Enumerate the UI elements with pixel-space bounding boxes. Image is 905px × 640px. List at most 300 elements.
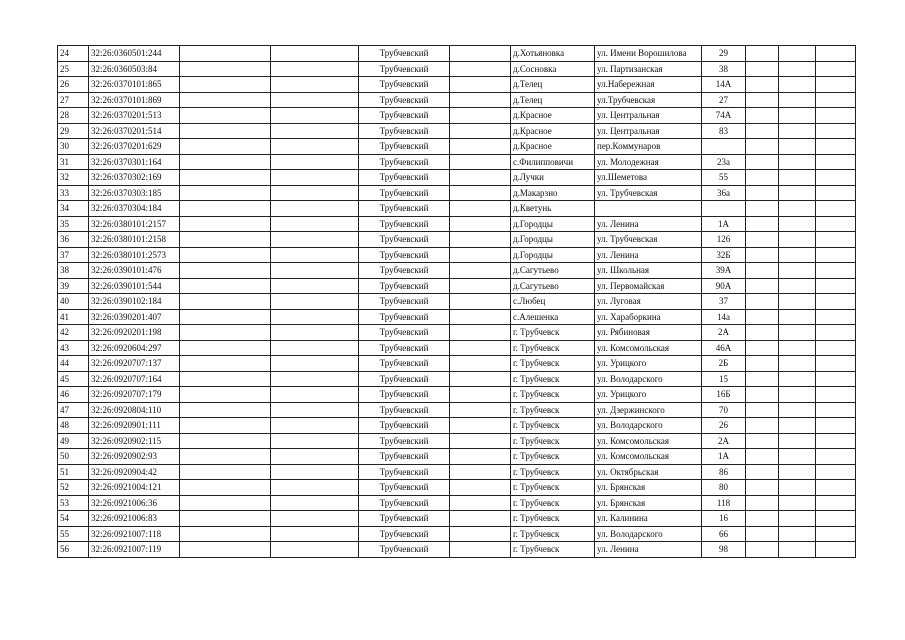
- empty-cell: [450, 278, 511, 294]
- locality-cell: д.Красное: [511, 123, 595, 139]
- row-number-cell: 24: [58, 46, 89, 62]
- locality-cell: с.Алешенка: [511, 309, 595, 325]
- empty-cell: [271, 61, 359, 77]
- table-row: [58, 325, 856, 341]
- table-row: [58, 402, 856, 418]
- district-cell: Трубчевский: [359, 185, 450, 201]
- empty-cell: [180, 170, 271, 186]
- empty-cell: [816, 77, 856, 93]
- table-row: [58, 511, 856, 527]
- empty-cell: [450, 46, 511, 62]
- empty-cell: [779, 325, 816, 341]
- empty-cell: [450, 139, 511, 155]
- empty-cell: [180, 526, 271, 542]
- empty-cell: [746, 185, 779, 201]
- empty-cell: [180, 247, 271, 263]
- house-number-cell: 2А: [702, 325, 746, 341]
- empty-cell: [271, 201, 359, 217]
- row-number-cell: 34: [58, 201, 89, 217]
- empty-cell: [816, 526, 856, 542]
- table-row: [58, 170, 856, 186]
- empty-cell: [271, 371, 359, 387]
- empty-cell: [271, 154, 359, 170]
- district-cell: Трубчевский: [359, 325, 450, 341]
- house-number-cell: 27: [702, 92, 746, 108]
- house-number-cell: 126: [702, 232, 746, 248]
- locality-cell: д.Городцы: [511, 216, 595, 232]
- row-number-cell: 30: [58, 139, 89, 155]
- house-number-cell: 14А: [702, 77, 746, 93]
- empty-cell: [779, 340, 816, 356]
- district-cell: Трубчевский: [359, 108, 450, 124]
- empty-cell: [271, 433, 359, 449]
- empty-cell: [271, 542, 359, 558]
- cadastral-number-cell: 32:26:0921007:119: [89, 542, 180, 558]
- empty-cell: [180, 294, 271, 310]
- table-row: [58, 77, 856, 93]
- cadastral-number-cell: 32:26:0920707:179: [89, 387, 180, 403]
- street-cell: ул. Комсомольская: [595, 433, 702, 449]
- empty-cell: [450, 294, 511, 310]
- row-number-cell: 31: [58, 154, 89, 170]
- empty-cell: [816, 387, 856, 403]
- empty-cell: [180, 511, 271, 527]
- empty-cell: [271, 108, 359, 124]
- empty-cell: [746, 123, 779, 139]
- table-row: [58, 263, 856, 279]
- empty-cell: [271, 232, 359, 248]
- table-row: [58, 526, 856, 542]
- empty-cell: [180, 340, 271, 356]
- empty-cell: [180, 108, 271, 124]
- empty-cell: [180, 185, 271, 201]
- cadastral-number-cell: 32:26:0370101:869: [89, 92, 180, 108]
- empty-cell: [450, 92, 511, 108]
- empty-cell: [746, 77, 779, 93]
- empty-cell: [779, 185, 816, 201]
- locality-cell: д.Телец: [511, 77, 595, 93]
- cadastral-number-cell: 32:26:0390101:544: [89, 278, 180, 294]
- house-number-cell: 74А: [702, 108, 746, 124]
- empty-cell: [180, 123, 271, 139]
- empty-cell: [271, 356, 359, 372]
- empty-cell: [746, 263, 779, 279]
- cadastral-number-cell: 32:26:0390201:407: [89, 309, 180, 325]
- empty-cell: [271, 123, 359, 139]
- row-number-cell: 25: [58, 61, 89, 77]
- locality-cell: г. Трубчевск: [511, 356, 595, 372]
- row-number-cell: 41: [58, 309, 89, 325]
- cadastral-number-cell: 32:26:0921006:83: [89, 511, 180, 527]
- empty-cell: [816, 232, 856, 248]
- row-number-cell: 53: [58, 495, 89, 511]
- street-cell: ул. Брянская: [595, 480, 702, 496]
- cadastral-number-cell: 32:26:0380101:2158: [89, 232, 180, 248]
- street-cell: ул. Имени Ворошилова: [595, 46, 702, 62]
- house-number-cell: 86: [702, 464, 746, 480]
- empty-cell: [450, 61, 511, 77]
- locality-cell: д.Сагутьево: [511, 278, 595, 294]
- empty-cell: [180, 480, 271, 496]
- house-number-cell: 23а: [702, 154, 746, 170]
- empty-cell: [816, 356, 856, 372]
- empty-cell: [746, 247, 779, 263]
- empty-cell: [450, 201, 511, 217]
- empty-cell: [816, 402, 856, 418]
- street-cell: ул. Школьная: [595, 263, 702, 279]
- empty-cell: [180, 495, 271, 511]
- empty-cell: [450, 387, 511, 403]
- empty-cell: [779, 232, 816, 248]
- locality-cell: г. Трубчевск: [511, 433, 595, 449]
- house-number-cell: 2А: [702, 433, 746, 449]
- row-number-cell: 42: [58, 325, 89, 341]
- locality-cell: г. Трубчевск: [511, 325, 595, 341]
- empty-cell: [450, 185, 511, 201]
- empty-cell: [180, 154, 271, 170]
- cadastral-number-cell: 32:26:0921007:118: [89, 526, 180, 542]
- property-table: [57, 45, 856, 558]
- cadastral-number-cell: 32:26:0920707:164: [89, 371, 180, 387]
- table-row: [58, 185, 856, 201]
- row-number-cell: 50: [58, 449, 89, 465]
- row-number-cell: 28: [58, 108, 89, 124]
- empty-cell: [746, 495, 779, 511]
- table-row: [58, 201, 856, 217]
- row-number-cell: 55: [58, 526, 89, 542]
- table-row: [58, 216, 856, 232]
- district-cell: Трубчевский: [359, 542, 450, 558]
- empty-cell: [816, 542, 856, 558]
- empty-cell: [746, 92, 779, 108]
- table-row: [58, 154, 856, 170]
- empty-cell: [816, 108, 856, 124]
- empty-cell: [180, 232, 271, 248]
- empty-cell: [779, 46, 816, 62]
- street-cell: ул. Первомайская: [595, 278, 702, 294]
- row-number-cell: 37: [58, 247, 89, 263]
- empty-cell: [450, 464, 511, 480]
- empty-cell: [450, 108, 511, 124]
- house-number-cell: 70: [702, 402, 746, 418]
- locality-cell: д.Городцы: [511, 232, 595, 248]
- empty-cell: [271, 309, 359, 325]
- house-number-cell: 90А: [702, 278, 746, 294]
- street-cell: ул. Володарского: [595, 418, 702, 434]
- empty-cell: [779, 170, 816, 186]
- empty-cell: [271, 77, 359, 93]
- empty-cell: [180, 92, 271, 108]
- street-cell: ул.Набережная: [595, 77, 702, 93]
- empty-cell: [271, 278, 359, 294]
- table-row: [58, 340, 856, 356]
- house-number-cell: 83: [702, 123, 746, 139]
- empty-cell: [816, 449, 856, 465]
- empty-cell: [271, 247, 359, 263]
- empty-cell: [746, 216, 779, 232]
- cadastral-number-cell: 32:26:0370201:513: [89, 108, 180, 124]
- empty-cell: [779, 108, 816, 124]
- empty-cell: [816, 61, 856, 77]
- cadastral-number-cell: 32:26:0370303:185: [89, 185, 180, 201]
- empty-cell: [180, 77, 271, 93]
- table-row: [58, 418, 856, 434]
- district-cell: Трубчевский: [359, 201, 450, 217]
- district-cell: Трубчевский: [359, 170, 450, 186]
- locality-cell: д.Сосновка: [511, 61, 595, 77]
- empty-cell: [271, 387, 359, 403]
- empty-cell: [746, 46, 779, 62]
- empty-cell: [450, 263, 511, 279]
- empty-cell: [779, 92, 816, 108]
- empty-cell: [746, 201, 779, 217]
- street-cell: ул. Центральная: [595, 123, 702, 139]
- empty-cell: [271, 449, 359, 465]
- table-row: [58, 542, 856, 558]
- cadastral-number-cell: 32:26:0370302:169: [89, 170, 180, 186]
- empty-cell: [779, 464, 816, 480]
- district-cell: Трубчевский: [359, 418, 450, 434]
- district-cell: Трубчевский: [359, 340, 450, 356]
- empty-cell: [746, 139, 779, 155]
- district-cell: Трубчевский: [359, 154, 450, 170]
- row-number-cell: 29: [58, 123, 89, 139]
- district-cell: Трубчевский: [359, 232, 450, 248]
- empty-cell: [180, 402, 271, 418]
- table-row: [58, 46, 856, 62]
- row-number-cell: 48: [58, 418, 89, 434]
- street-cell: ул. Ленина: [595, 216, 702, 232]
- district-cell: Трубчевский: [359, 263, 450, 279]
- empty-cell: [746, 542, 779, 558]
- empty-cell: [746, 232, 779, 248]
- house-number-cell: 66: [702, 526, 746, 542]
- empty-cell: [271, 511, 359, 527]
- empty-cell: [450, 77, 511, 93]
- empty-cell: [271, 325, 359, 341]
- empty-cell: [816, 46, 856, 62]
- locality-cell: г. Трубчевск: [511, 371, 595, 387]
- empty-cell: [816, 325, 856, 341]
- table-row: [58, 371, 856, 387]
- cadastral-number-cell: 32:26:0920804:110: [89, 402, 180, 418]
- empty-cell: [450, 495, 511, 511]
- empty-cell: [816, 294, 856, 310]
- locality-cell: д.Телец: [511, 92, 595, 108]
- empty-cell: [779, 433, 816, 449]
- row-number-cell: 36: [58, 232, 89, 248]
- locality-cell: г. Трубчевск: [511, 449, 595, 465]
- house-number-cell: 118: [702, 495, 746, 511]
- cadastral-number-cell: 32:26:0370301:164: [89, 154, 180, 170]
- house-number-cell: [702, 201, 746, 217]
- empty-cell: [271, 263, 359, 279]
- empty-cell: [450, 123, 511, 139]
- locality-cell: г. Трубчевск: [511, 418, 595, 434]
- empty-cell: [746, 464, 779, 480]
- cadastral-number-cell: 32:26:0920707:137: [89, 356, 180, 372]
- empty-cell: [779, 511, 816, 527]
- street-cell: ул. Калинина: [595, 511, 702, 527]
- district-cell: Трубчевский: [359, 278, 450, 294]
- district-cell: Трубчевский: [359, 511, 450, 527]
- table-row: [58, 464, 856, 480]
- district-cell: Трубчевский: [359, 46, 450, 62]
- house-number-cell: 1А: [702, 449, 746, 465]
- empty-cell: [779, 247, 816, 263]
- empty-cell: [779, 216, 816, 232]
- empty-cell: [180, 433, 271, 449]
- empty-cell: [746, 61, 779, 77]
- empty-cell: [779, 356, 816, 372]
- table-row: [58, 495, 856, 511]
- empty-cell: [450, 170, 511, 186]
- empty-cell: [746, 480, 779, 496]
- district-cell: Трубчевский: [359, 356, 450, 372]
- house-number-cell: 36а: [702, 185, 746, 201]
- street-cell: ул. Комсомольская: [595, 340, 702, 356]
- table-row: [58, 480, 856, 496]
- empty-cell: [450, 526, 511, 542]
- empty-cell: [271, 526, 359, 542]
- empty-cell: [180, 542, 271, 558]
- locality-cell: д.Красное: [511, 108, 595, 124]
- empty-cell: [779, 123, 816, 139]
- table-row: [58, 433, 856, 449]
- row-number-cell: 35: [58, 216, 89, 232]
- empty-cell: [746, 356, 779, 372]
- row-number-cell: 26: [58, 77, 89, 93]
- district-cell: Трубчевский: [359, 464, 450, 480]
- empty-cell: [450, 340, 511, 356]
- empty-cell: [450, 402, 511, 418]
- table-row: [58, 247, 856, 263]
- empty-cell: [779, 201, 816, 217]
- cadastral-number-cell: 32:26:0360501:244: [89, 46, 180, 62]
- cadastral-number-cell: 32:26:0380101:2157: [89, 216, 180, 232]
- row-number-cell: 45: [58, 371, 89, 387]
- district-cell: Трубчевский: [359, 77, 450, 93]
- empty-cell: [746, 278, 779, 294]
- empty-cell: [180, 278, 271, 294]
- empty-cell: [816, 340, 856, 356]
- empty-cell: [271, 480, 359, 496]
- row-number-cell: 54: [58, 511, 89, 527]
- empty-cell: [816, 247, 856, 263]
- locality-cell: д.Красное: [511, 139, 595, 155]
- house-number-cell: [702, 139, 746, 155]
- district-cell: Трубчевский: [359, 294, 450, 310]
- street-cell: ул. Брянская: [595, 495, 702, 511]
- cadastral-number-cell: 32:26:0360503:84: [89, 61, 180, 77]
- cadastral-number-cell: 32:26:0390102:184: [89, 294, 180, 310]
- district-cell: Трубчевский: [359, 371, 450, 387]
- empty-cell: [779, 495, 816, 511]
- cadastral-number-cell: 32:26:0920901:111: [89, 418, 180, 434]
- empty-cell: [271, 139, 359, 155]
- empty-cell: [180, 371, 271, 387]
- empty-cell: [816, 154, 856, 170]
- empty-cell: [746, 402, 779, 418]
- empty-cell: [180, 356, 271, 372]
- empty-cell: [779, 480, 816, 496]
- house-number-cell: 14а: [702, 309, 746, 325]
- street-cell: ул. Луговая: [595, 294, 702, 310]
- empty-cell: [746, 294, 779, 310]
- house-number-cell: 2Б: [702, 356, 746, 372]
- empty-cell: [746, 511, 779, 527]
- empty-cell: [180, 418, 271, 434]
- house-number-cell: 16Б: [702, 387, 746, 403]
- empty-cell: [450, 511, 511, 527]
- empty-cell: [746, 449, 779, 465]
- cadastral-number-cell: 32:26:0921004:121: [89, 480, 180, 496]
- empty-cell: [746, 418, 779, 434]
- table-row: [58, 278, 856, 294]
- empty-cell: [816, 185, 856, 201]
- empty-cell: [746, 309, 779, 325]
- empty-cell: [779, 402, 816, 418]
- empty-cell: [180, 216, 271, 232]
- empty-cell: [180, 46, 271, 62]
- empty-cell: [180, 61, 271, 77]
- row-number-cell: 39: [58, 278, 89, 294]
- street-cell: ул. Володарского: [595, 371, 702, 387]
- empty-cell: [271, 92, 359, 108]
- empty-cell: [816, 511, 856, 527]
- street-cell: ул. Ленина: [595, 542, 702, 558]
- locality-cell: г. Трубчевск: [511, 340, 595, 356]
- empty-cell: [746, 154, 779, 170]
- empty-cell: [779, 263, 816, 279]
- empty-cell: [746, 433, 779, 449]
- empty-cell: [779, 542, 816, 558]
- empty-cell: [779, 371, 816, 387]
- house-number-cell: 15: [702, 371, 746, 387]
- empty-cell: [779, 309, 816, 325]
- row-number-cell: 44: [58, 356, 89, 372]
- empty-cell: [180, 309, 271, 325]
- street-cell: ул.Шеметова: [595, 170, 702, 186]
- empty-cell: [816, 263, 856, 279]
- cadastral-number-cell: 32:26:0920902:93: [89, 449, 180, 465]
- empty-cell: [450, 542, 511, 558]
- district-cell: Трубчевский: [359, 402, 450, 418]
- empty-cell: [180, 464, 271, 480]
- house-number-cell: 1А: [702, 216, 746, 232]
- table-row: [58, 309, 856, 325]
- row-number-cell: 56: [58, 542, 89, 558]
- empty-cell: [779, 61, 816, 77]
- empty-cell: [450, 309, 511, 325]
- district-cell: Трубчевский: [359, 480, 450, 496]
- locality-cell: с.Филипповичи: [511, 154, 595, 170]
- row-number-cell: 46: [58, 387, 89, 403]
- row-number-cell: 33: [58, 185, 89, 201]
- house-number-cell: 29: [702, 46, 746, 62]
- street-cell: ул. Трубчевская: [595, 185, 702, 201]
- empty-cell: [180, 139, 271, 155]
- cadastral-number-cell: 32:26:0370304:184: [89, 201, 180, 217]
- empty-cell: [450, 433, 511, 449]
- row-number-cell: 27: [58, 92, 89, 108]
- empty-cell: [271, 216, 359, 232]
- street-cell: ул. Молодежная: [595, 154, 702, 170]
- cadastral-number-cell: 32:26:0370101:865: [89, 77, 180, 93]
- empty-cell: [779, 526, 816, 542]
- empty-cell: [816, 278, 856, 294]
- house-number-cell: 46А: [702, 340, 746, 356]
